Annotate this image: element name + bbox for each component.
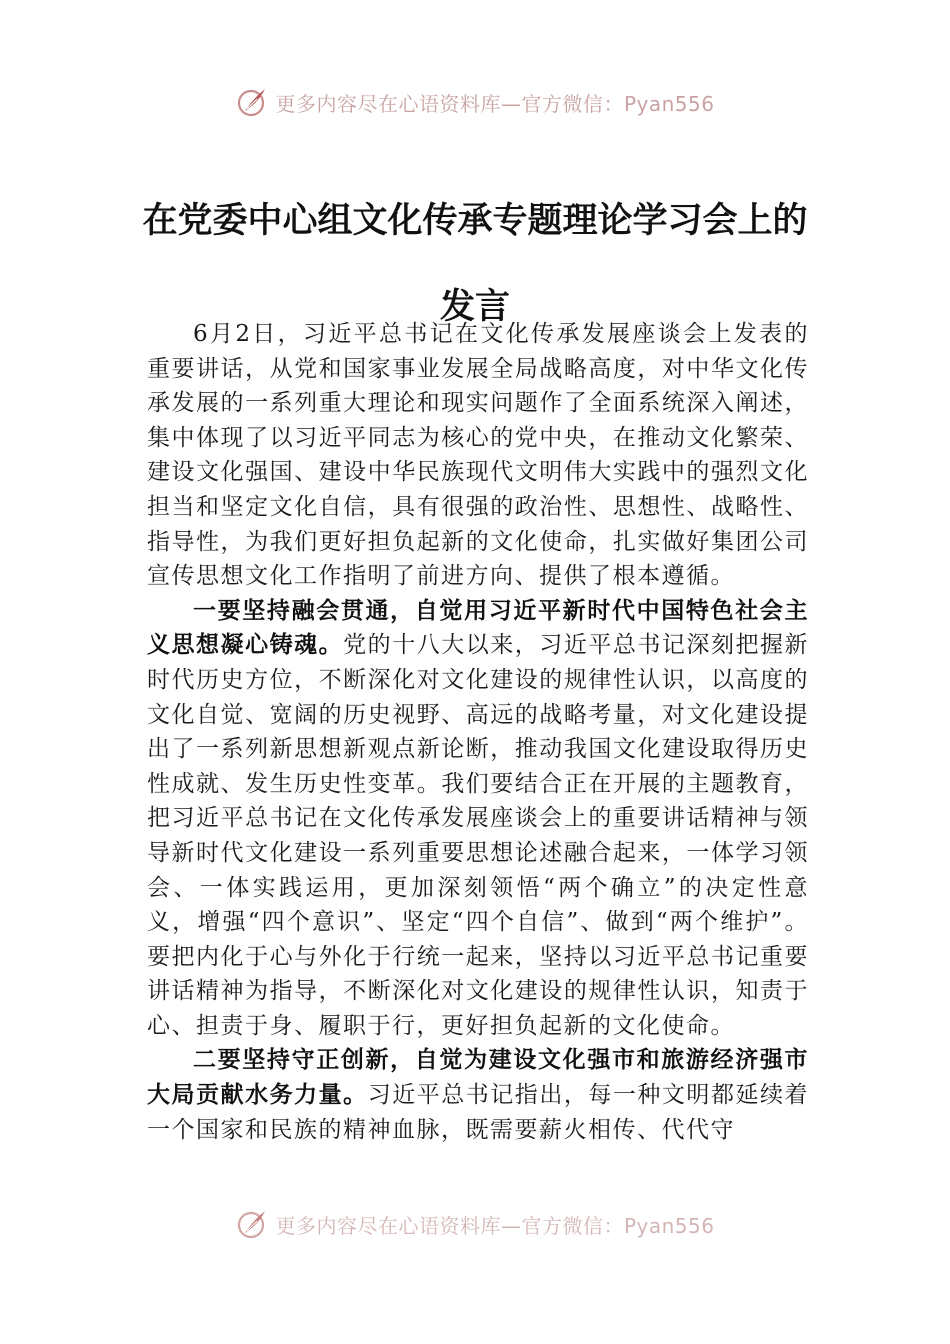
paragraph-point-one <box>147 594 809 1044</box>
paragraph-lead: 二要坚持守正创新，自觉为建设文化强市和旅游经济强市大局贡献水务力量。 <box>147 1046 809 1109</box>
watermark-footer <box>0 1204 950 1244</box>
paragraph-intro <box>147 317 809 594</box>
document-body <box>147 317 809 1147</box>
paragraph-text: 6月2日，习近平总书记在文化传承发展座谈会上发表的重要讲话，从党和国家事业发展全局战略高度，对中华文化传承发展的一系列重大理论和现实问题作了全面系统深入阐述，集中体现了以习近平同志为核心的党中央，在推动文化繁荣、建设文化强国、建设中华民族现代文明伟大实践中的强烈文化担当和坚定文化自信，具有很强的政治性、思想性、战略性、指导性，为我们更好担负起新的文化使命，扎实做好集团公司宣传思想文化工作指明了前进方向、提供了根本遵循。 <box>147 321 809 590</box>
paragraph-text: 党的十八大以来，习近平总书记深刻把握新时代历史方位，不断深化对文化建设的规律性认识，以高度的文化自觉、宽阔的历史视野、高远的战略考量，对文化建设提出了一系列新思想新观点新论断，推动我国文化建设取得历史性成就、发生历史性变革。我们要结合正在开展的主题教育，把习近平总书记在文化传承发展座谈会上的重要讲话精神与领导新时代文化建设一系列重要思想论述融合起来，一体学习领会、一体实践运用，更加深刻领悟“两个确立”的决定性意义，增强“四个意识”、坚定“四个自信”、做到“两个维护”。要把内化于心与外化于行统一起来，坚持以习近平总书记重要讲话精神为指导，不断深化对文化建设的规律性认识，知责于心、担责于身、履职于行，更好担负起新的文化使命。 <box>147 632 810 1039</box>
paragraph-text: 习近平总书记指出，每一种文明都延续着一个国家和民族的精神血脉，既需要薪火相传、代代守 <box>147 1082 810 1143</box>
paragraph-point-two <box>147 1043 809 1147</box>
document-title: 在党委中心组文化传承专题理论学习会上的发言 <box>142 200 808 327</box>
paragraph-lead: 一要坚持融会贯通，自觉用习近平新时代中国特色社会主义思想凝心铸魂。 <box>147 596 809 659</box>
watermark-text: 更多内容尽在心语资料库—官方微信：Pyan556 <box>275 91 715 116</box>
quill-in-circle-icon <box>235 1207 269 1241</box>
watermark-header <box>0 82 950 122</box>
quill-in-circle-icon <box>235 85 269 119</box>
watermark-text: 更多内容尽在心语资料库—官方微信：Pyan556 <box>275 1213 715 1238</box>
